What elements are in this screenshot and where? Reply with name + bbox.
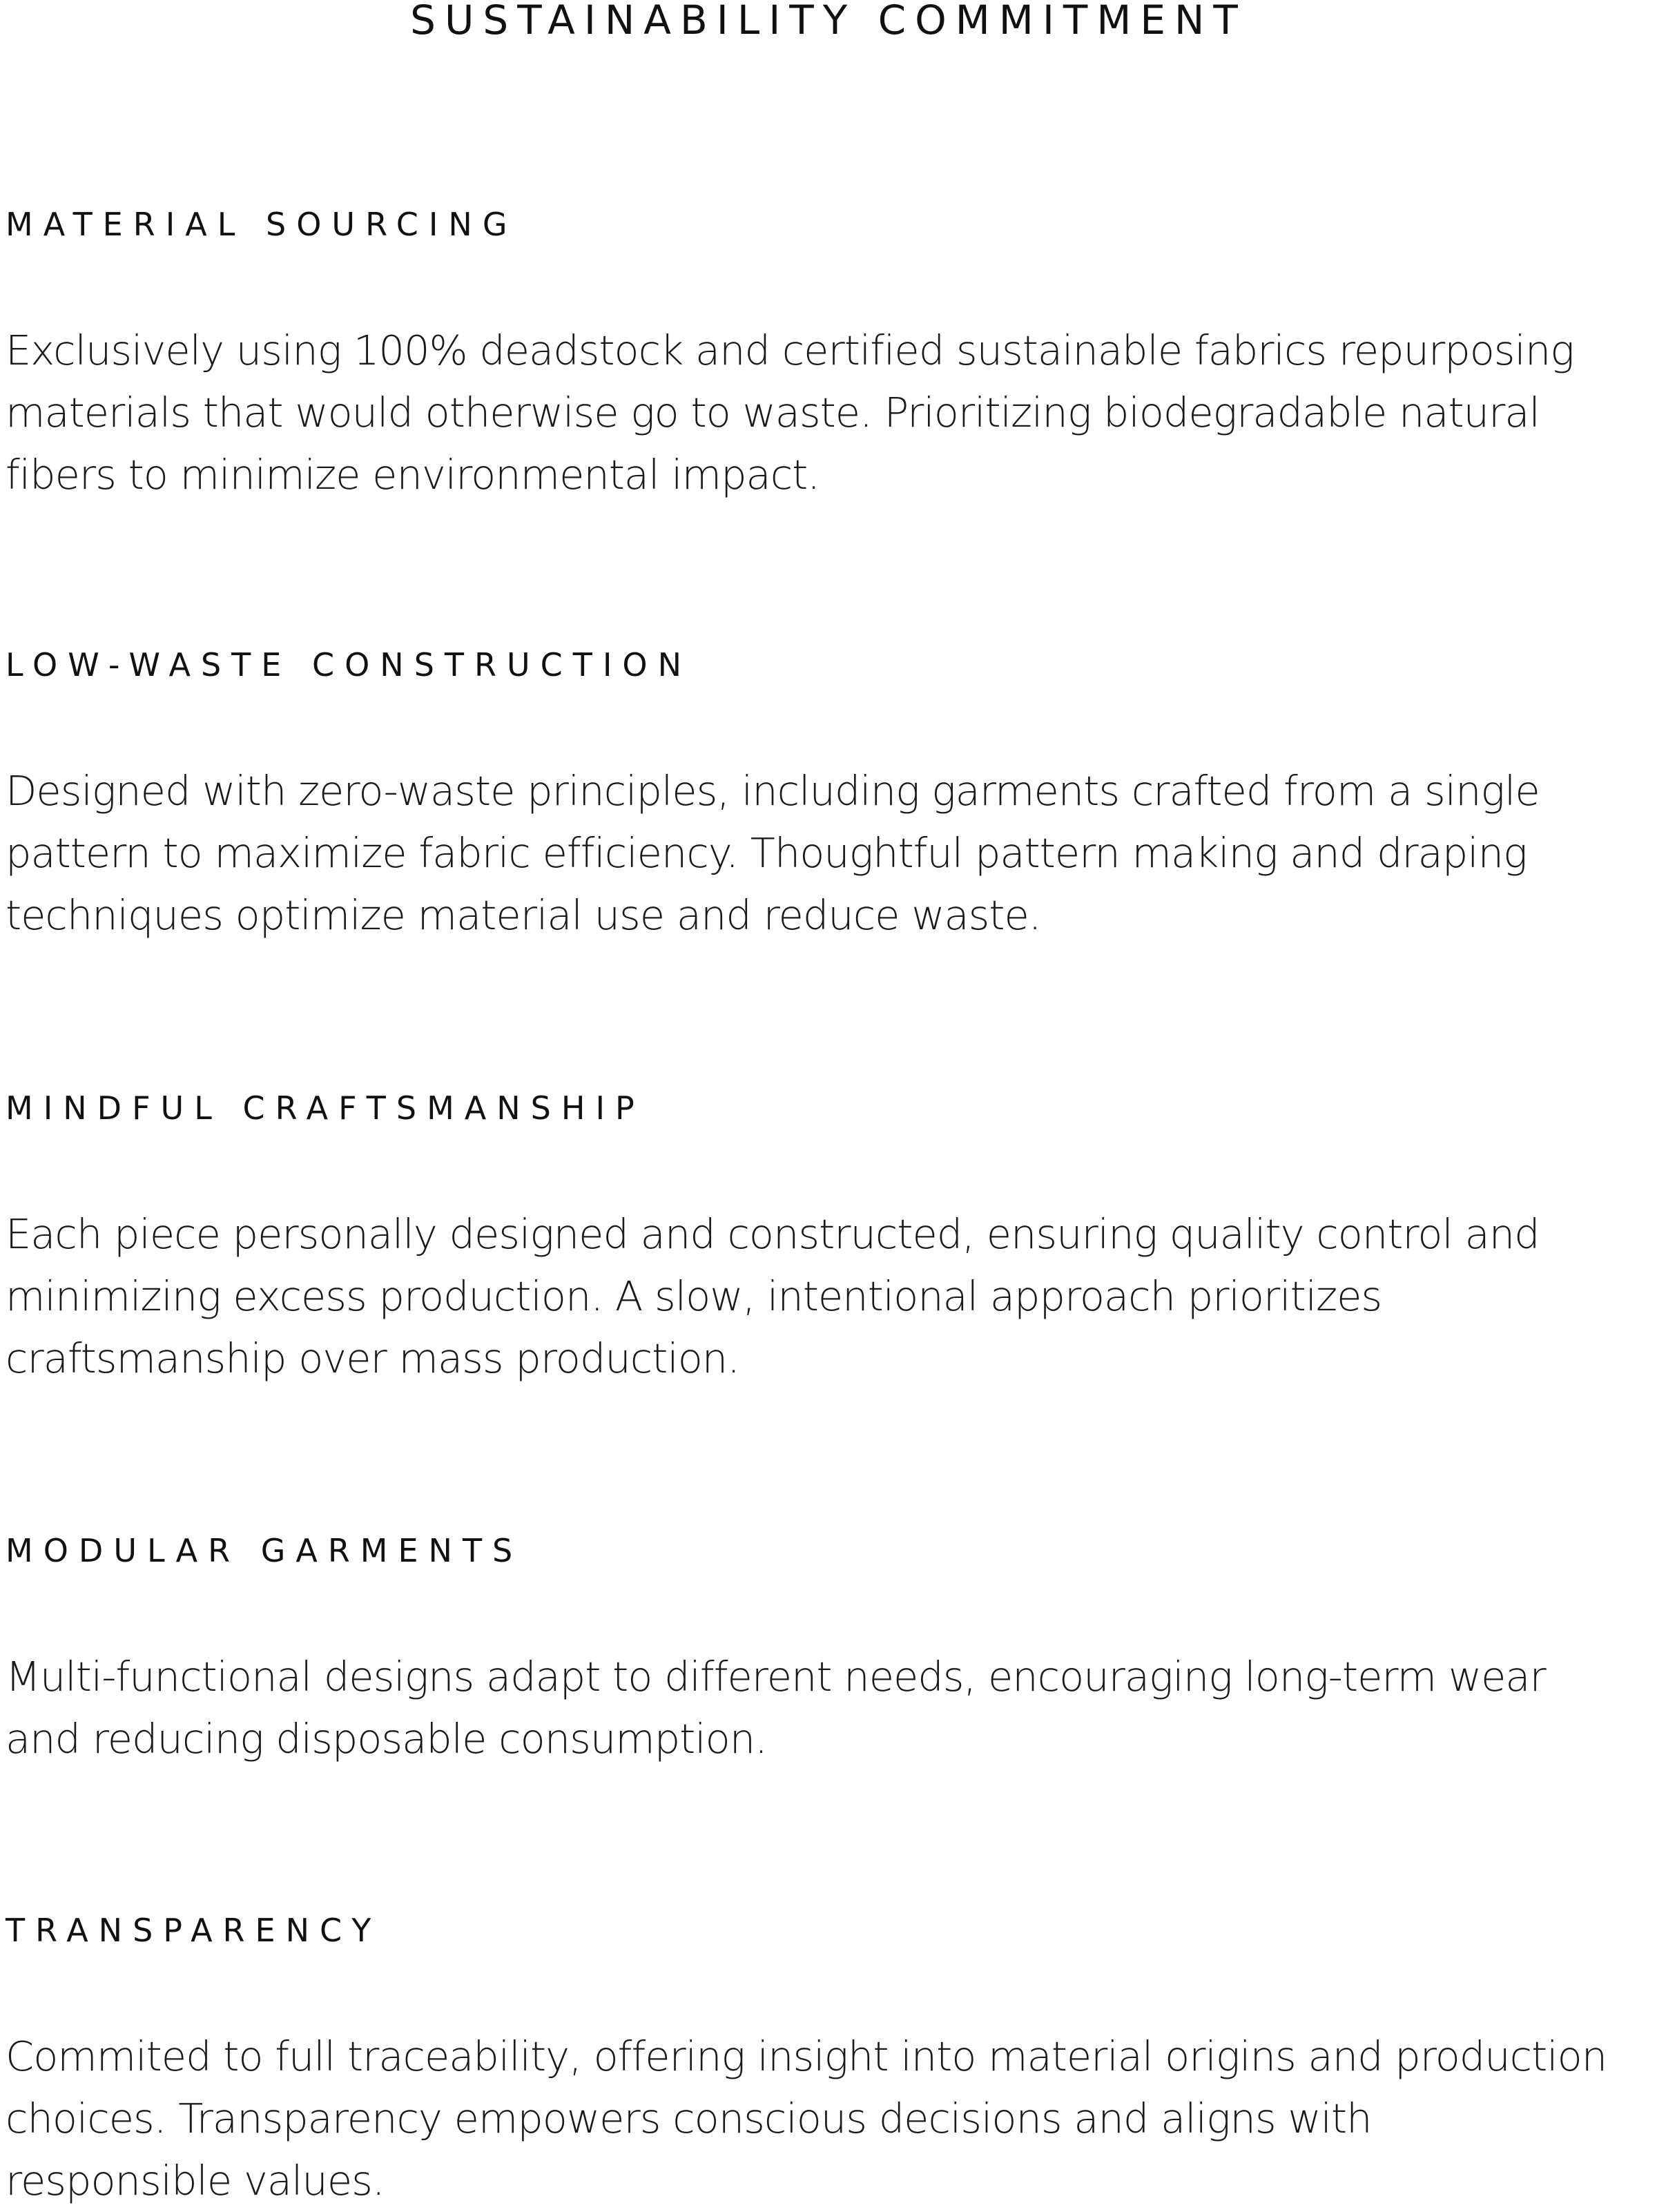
body-line: minimizing excess production. A slow, intentional approach prioritizes [6,1272,1382,1320]
body-line: choices. Transparency empowers conscious decisions and aligns with [6,2095,1372,2142]
body-line: Designed with zero-waste principles, including garments crafted from a single [6,767,1540,815]
section-body [6,2026,1656,2212]
section-heading: MODULAR GARMENTS [6,1532,523,1569]
body-line: fibers to minimize environmental impact. [6,451,820,498]
section-low-waste-construction [6,644,1656,947]
body-line: and reducing disposable consumption. [6,1715,767,1763]
body-line: Commited to full traceability, offering insight into material origins and production [6,2032,1607,2080]
body-line: Each piece personally designed and constructed, ensuring quality control and [6,1210,1540,1258]
section-heading: MATERIAL SOURCING [6,206,518,243]
body-line: materials that would otherwise go to waste. Prioritizing biodegradable natural [6,389,1540,436]
section-material-sourcing [6,204,1656,506]
section-modular-garments [6,1530,1656,1770]
section-body [6,1646,1656,1770]
section-body [6,1203,1656,1390]
body-line: responsible values. [6,2157,385,2204]
body-line: techniques optimize material use and reduce waste. [6,891,1041,939]
section-heading: LOW-WASTE CONSTRUCTION [6,646,692,683]
body-line: craftsmanship over mass production. [6,1335,739,1382]
body-line: Exclusively using 100% deadstock and certified sustainable fabrics repurposing [6,327,1574,374]
section-heading: TRANSPARENCY [6,1912,382,1949]
section-body [6,320,1656,506]
section-body [6,760,1656,947]
section-heading: MINDFUL CRAFTSMANSHIP [6,1089,645,1127]
section-mindful-craftsmanship [6,1087,1656,1390]
body-line: pattern to maximize fabric efficiency. Thoughtful pattern making and draping [6,829,1527,877]
section-transparency [6,1910,1656,2212]
page-title: SUSTAINABILITY COMMITMENT [410,0,1247,43]
body-line: Multi-functional designs adapt to different needs, encouraging long-term wear [6,1653,1546,1700]
